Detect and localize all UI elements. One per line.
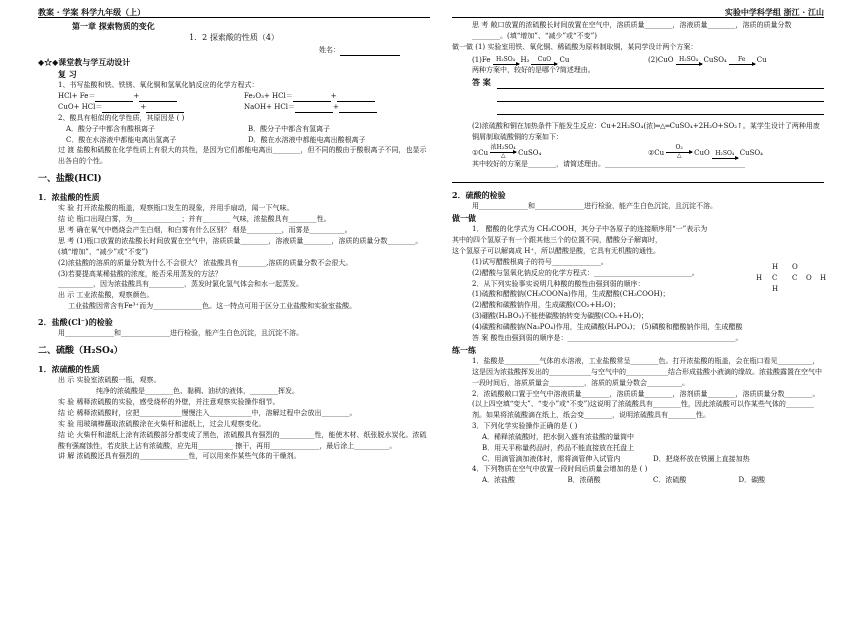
review-head: 复 习 [58,69,77,80]
option-b: B．酸分子中都含有氢离子 [248,124,331,133]
eq-blank[interactable] [95,94,133,102]
atom-label: H [772,285,779,293]
hcl-line: 结 论 瓶口出现白雾，为______________；并有________ 气味，浓盐酸具有________性。 [58,215,331,224]
arrow-icon [490,145,516,159]
order-fact: (1)硫酸和醋酸钠(CH₃COONa)作用，生成醋酸(CH₃COOH)； [472,290,670,299]
hcl-line: (2)浓盐酸的溶质的质量分数为什么不会很大？ 浓盐酸具有________,溶质的质量分数不会很大。 [58,258,353,267]
hcl-line: 思 考 确在氧气中燃烧会产生白烟，和白雾有什么区别？ 烟是__________，而雾是__________。 [58,226,352,235]
order-answer: 答 案 酸性由强到弱的顺序是：________________________________________________。 [472,333,743,342]
route-text: CuO [694,149,710,158]
q2-options-row-1 [38,124,430,135]
arrow-icon [531,57,557,65]
order-fact: (2)醋酸和碳酸钠作用，生成碳酸(CO₂+H₂O)； [472,301,620,310]
answer-block-1 [452,76,824,117]
route-text: Cu [559,55,570,64]
hcl-line: 思 考 (1)瓶口放置的浓盐酸长时间放置在空气中，溶质质量________，溶液质量________，溶质的质量分数________。(填“增加”、“减少”或“不变”) [58,237,423,256]
answer-lines[interactable] [497,76,824,117]
h2so4-test-line: 用______________和______________进行检验，能产生白色沉淀，且沉淀不溶。 [472,202,717,211]
acetic-line: 其中的四个氢原子有一个跟其他三个的位置不同，醋酸分子解离时， [452,236,662,245]
route-2 [648,55,824,66]
lesson-title: 1．2 探索酸的性质（4） [189,33,279,43]
route-text: Cu [756,55,767,64]
h2so4-line: 讲 解 浓硫酸还具有强烈的______________性，可以用来作某些气体的干燥剂。 [58,452,301,461]
hcl-line: 工业盐酸因常含有Fe³⁺而为______________色。这一特点可用于区分工业盐酸和实验室盐酸。 [68,302,357,311]
q4-options-row [452,475,824,486]
subsection-conc-hcl: 1．浓盐酸的性质 [38,192,100,203]
hcl-line: (3)若要提高某稀盐酸的浓度，能否采用蒸发的方法？ [58,269,222,278]
routes-row [452,55,824,66]
eq-blank[interactable] [339,105,377,113]
option-a: A．稀释浓硫酸时，把水倒入盛有浓盐酸的量筒中 [482,432,635,441]
subsection-conc-h2so4: 1．浓硫酸的性质 [38,364,100,375]
atom-label: H [820,274,827,282]
doit-text: 做一做 (1) 实验室用铁、氧化铜、稀硫酸为原料制取铜，某同学设计两个方案： [452,42,698,51]
exercise-head: 做一做 [452,212,476,223]
acetic-line: 1． 醋酸的化学式为 CH₃COOH，其分子中各原子的连接顺序用“一”表示为 [472,225,708,234]
h2so4-line: 实 验 稀释浓硫酸的实验，感受烧杯的外壁，并注意观察实验操作细节。 [58,398,280,407]
eq-blank[interactable] [102,105,140,113]
option-c: C．浓硫酸 [653,476,687,485]
section-hcl: 一、盐酸(HCl) [38,174,102,185]
q2-copper-text: (2)浓硫酸和铜在加热条件下能发生反应：Cu+2H₂SO₄(浓)═△═CuSO₄+2H₂O+SO₂↑。某学生设计了两种用废铜屑制取硫酸铜的方案如下： [472,122,820,142]
route-text: CuSO₄ [739,149,763,158]
option-b: B．用天平称量药品时，药品不能直接放在托盘上 [482,443,635,452]
cl-test-line: 用______________和______________进行检验，能产生白色沉淀，且沉淀不溶。 [58,329,303,338]
eq-text: Fe₂O₃+ HCl＝ [244,92,293,101]
compare-text: 两种方案中，较好的是哪个?简述理由。 [472,66,595,75]
practice-item: 2．浓硫酸敞口置于空气中溶液质量________，溶质质量________，溶剂质量________，溶质质量分数________。(以上四空填“变大”、“变小”或“不变”)这说明了浓硫酸具有________性，因此浓硫酸可以作某些气体的________剂。如果将浓硫酸滴在纸上，纸会变________，说明浓硫酸具有________性。 [472,389,820,420]
name-field[interactable] [38,45,430,56]
q3-text: 3．下列化学实验操作正确的是 ( ) [472,422,578,431]
eq-blank[interactable] [295,105,333,113]
header-left: 教案 · 学案 科学九年级（上） [38,7,146,17]
arrow-icon [712,151,738,159]
acetic-line: (2)醋酸与氢氧化钠反应的化学方程式：____________________________。 [472,268,699,277]
arrow-label: Fe [738,56,746,64]
option-b: B．浓硝酸 [567,476,601,485]
arrow-label: O₂ [675,143,683,151]
eq-text: NaOH+ HCl＝ [244,103,295,112]
h2so4-line: 出 示 实验室浓硫酸一瓶，观察。 [58,376,161,385]
atom-label: H [756,274,763,282]
eq-row-1 [38,91,430,102]
practice-item: 1．盐酸是__________气体的水溶液，工业盐酸常呈________色。打开浓盐酸的瓶盖，会在瓶口看见__________，这是因为浓盐酸挥发出的____________与空气中的____________结合形成盐酸小液滴的缘故。浓盐酸露置在空气中一段时间后，溶质质量会__________，溶质的质量分数会__________。 [472,357,822,387]
better-text: 其中较好的方案是________，请简述理由。________________________________________ [472,159,745,168]
subsection-h2so4-test: 2．硫酸的检验 [452,189,506,200]
option-d: D．碳酸 [738,476,766,485]
q3-options-row [452,454,824,465]
practice-head: 练一练 [452,344,476,355]
option-d: D．把烧杯放在铁圈上直接加热 [653,454,750,463]
answer-label: 答 案 [472,77,491,88]
arrow-label: H₂SO₄ [496,56,516,64]
q1-text: 1、书写盐酸和铁、铁锈、氧化铜和氢氧化钠反应的化学方程式： [58,81,259,90]
eq-blank[interactable] [293,94,331,102]
eq-plus: + [330,92,337,101]
answer-line[interactable] [452,172,824,183]
arrow-label: 浓H₂SO₄ [490,143,516,151]
eq-row-2 [38,102,430,113]
atom-label: H [772,263,779,271]
route-text: CuSO₄ [703,55,727,64]
header-right: 实验中学科学组 浙江 · 江山 [724,7,824,17]
route-3 [472,145,648,159]
route-text: (1)Fe [472,55,491,64]
acetic-line: 这个氢原子可以解离成 H⁺，所以醋酸是酸，它具有无机酸的通性。 [452,247,661,256]
arrow-icon [666,145,692,159]
heat-label: △ [676,151,682,159]
eq-plus: + [133,92,140,101]
route-text: CuSO₄ [518,149,542,158]
route-text: ①Cu [472,149,489,158]
eq-plus: + [332,103,339,112]
arrow-label: H₂SO₄ [678,56,699,64]
h2so4-line: 实 验 用玻璃棒蘸取浓硫酸涂在火柴杆和滤纸上，过会儿观察变化。 [58,419,266,428]
hcl-line: 实 验 打开浓盐酸的瓶盖，观察瓶口发生的现象，并用手扇动，闻一下气味。 [58,204,294,213]
section-head: ◆☆◆课堂教与学互动设计 [38,56,131,67]
eq-text: HCl+ Fe＝ [58,92,96,101]
option-c: C．用滴管滴加液体时，需将滴管伸入试管内 [482,454,621,463]
order-fact: (4)碳酸和磷酸钠(Na₃PO₄)作用，生成磷酸(H₃PO₄)； (5)磷酸和醋酸钠作用，生成醋酸 [472,322,743,331]
atom-label: C [772,274,778,282]
option-a: A．浓盐酸 [482,476,516,485]
eq-blank[interactable] [337,94,375,102]
atom-label: C [792,274,798,282]
name-blank[interactable] [340,48,400,56]
eq-text: CuO+ HCl＝ [58,103,103,112]
h2so4-line: 结 论 稀释浓硫酸时，应把____________慢慢注入____________中，溶解过程中会放出________。 [58,409,357,418]
h2so4-line: 纯净的浓硫酸是________色、黏稠、油状的液体，________挥发。 [96,387,299,396]
arrow-icon [676,57,702,65]
route-1 [472,55,648,66]
think-text: 思 考 敞口放置的浓硫酸长时间放置在空气中，溶质质量________，溶液质量________，溶质的质量分数________。(填“增加”、“减少”或“不变”) [472,21,792,40]
h2so4-line: 结 论 火柴杆和滤纸上涂有浓硫酸部分都变成了黑色，浓硫酸具有强烈的__________性，能使木材、纸张脱水炭化。浓硫酸有强腐蚀性，若皮肤上沾有浓硫酸，应先用__________ 擦干，再用______________，最后涂上__________。 [58,430,427,450]
option-a: A．酸分子中都含有酸根离子 [66,124,156,133]
header-rule-right [452,17,824,18]
chapter-title: 第一章 探索物质的变化 [72,21,155,31]
heat-label: △ [500,151,506,159]
header-rule-left [38,17,430,18]
name-label: 姓名： [319,45,340,54]
eq-blank[interactable] [146,105,184,113]
eq-blank[interactable] [139,94,177,102]
order-question: 2．从下列实验事实说明几种酸的酸性由强到弱的顺序： [472,279,645,288]
eq-plus: + [140,103,147,112]
arrow-label: H₂SO₄ [715,149,735,157]
q2-options-row-2 [38,135,430,146]
arrow-icon [493,57,519,65]
right-column [452,20,827,486]
option-d: D．酸在水溶液中都能电离出酸根离子 [248,135,366,144]
hcl-line: __________，因为浓盐酸具有__________，蒸发时氯化氢气体会和水一起蒸发。 [58,280,303,289]
acetic-acid-structure [756,262,830,302]
left-column [38,20,430,462]
subsection-cl-test: 2．盐酸(Cl⁻)的检验 [38,316,113,327]
arrow-icon [729,57,755,65]
q4-text: 4．下列物质在空气中放置一段时间后质量会增加的是 ( ) [472,465,648,474]
atom-label: O [806,274,812,282]
hcl-line: 出 示 工业浓盐酸，观察颜色。 [58,291,154,300]
atom-label: O [792,263,798,271]
route-4 [648,145,824,159]
routes-row-2 [452,145,824,159]
q2-text: 2、酸具有相似的化学性质，其原因是 ( ) [58,113,185,122]
route-text: (2)CuO [648,55,674,64]
order-fact: (3)硼酸(H₃BO₃)不能使碳酸钠转变为碳酸(CO₂+H₂O)； [472,312,648,321]
acetic-line: (1)试写醋酸根离子的符号______________。 [472,257,608,266]
transition-text: 过 渡 盐酸和硫酸在化学性质上有很大的共性，是因为它们都能电离出________，但不同的酸由于酸根离子不同，也显示出各自的个性。 [58,146,427,166]
route-text: H₂ [520,55,530,64]
section-h2so4: 二、硫酸（H₂SO₄） [38,346,123,357]
arrow-label: CuO [537,56,552,64]
route-text: ②Cu [648,149,665,158]
option-c: C．酸在水溶液中都能电离出氢离子 [66,135,177,144]
